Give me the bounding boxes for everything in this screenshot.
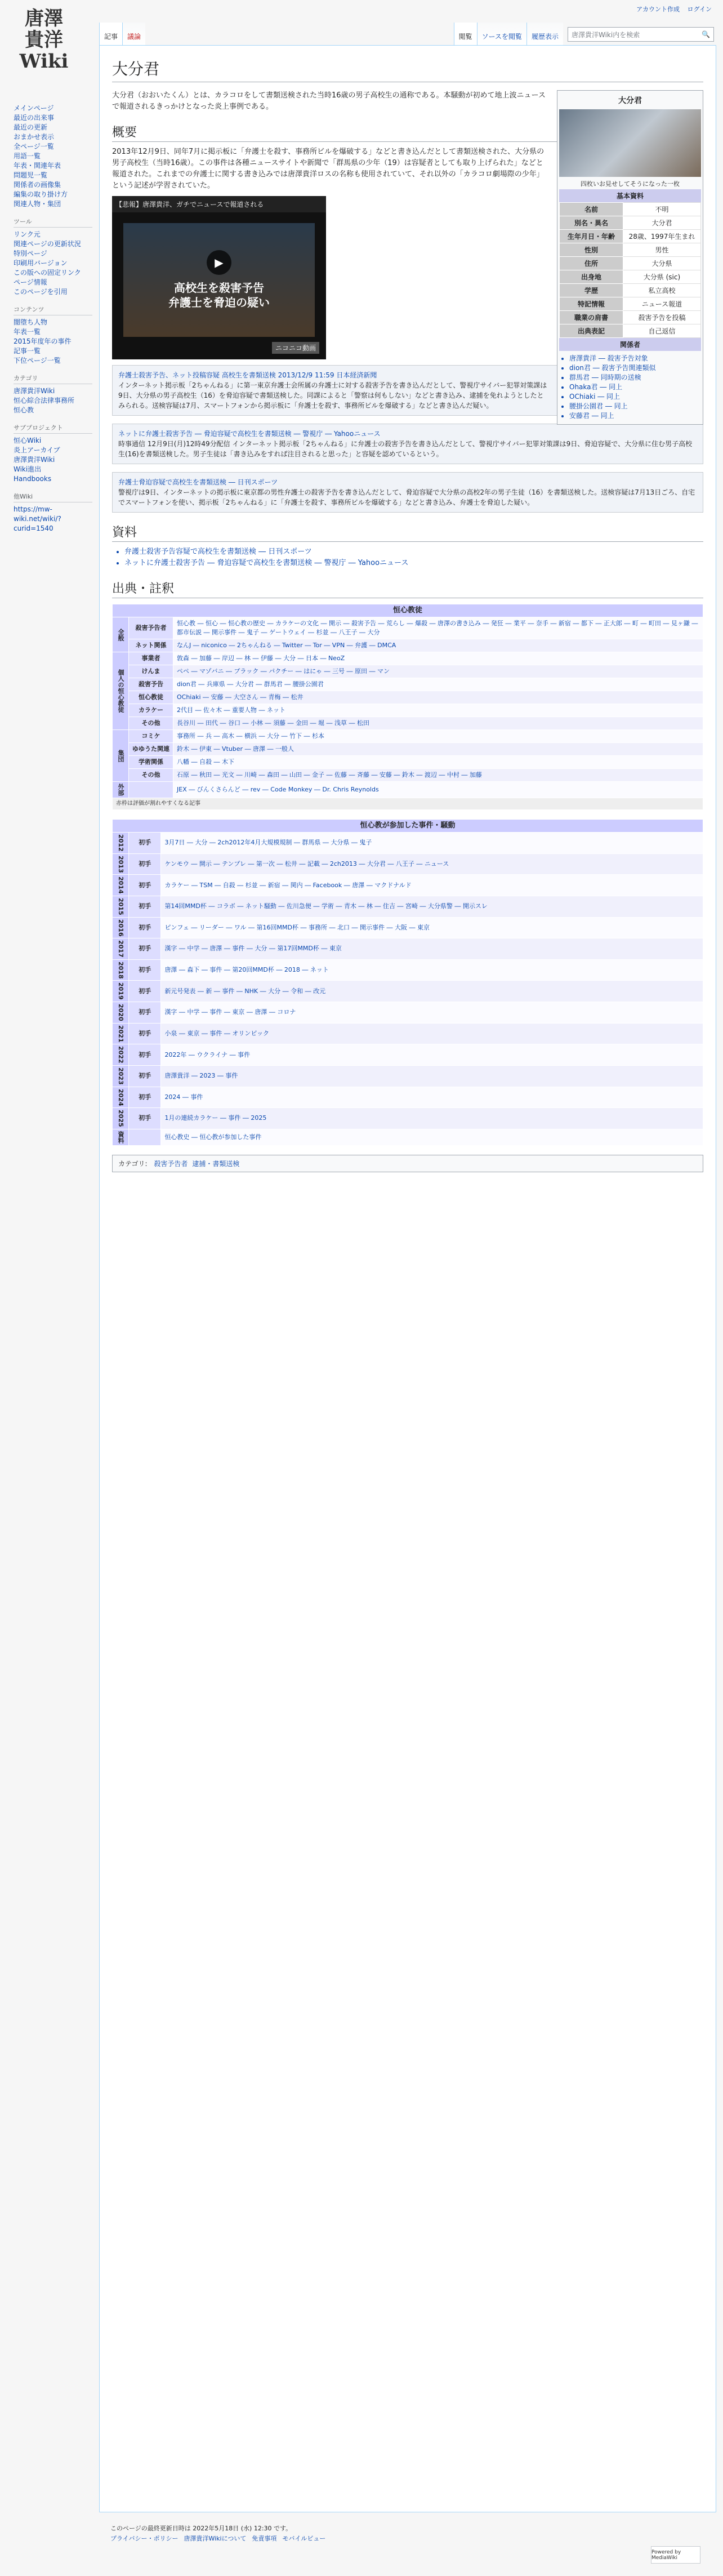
- relation-item[interactable]: • 安藤君 ― 同上: [569, 411, 699, 420]
- navbox-group: 2016: [113, 917, 129, 938]
- footer-link[interactable]: モバイルビュー: [282, 2535, 326, 2542]
- tab-read[interactable]: 閲覧: [454, 23, 477, 45]
- sidebar-list: [14, 318, 99, 366]
- infobox-row: [560, 216, 701, 230]
- navbox-row: [113, 833, 703, 854]
- navbox-row: [113, 1065, 703, 1087]
- infobox-label: 名前: [560, 203, 623, 216]
- navbox-incidents: [112, 819, 703, 1146]
- navbox-subgroup: 初手: [129, 959, 161, 981]
- navbox-subgroup: 学術関係: [129, 756, 173, 769]
- search-icon[interactable]: 🔍: [702, 30, 710, 38]
- infobox-row: [560, 297, 701, 311]
- navbox-group: 全般: [113, 617, 129, 652]
- sidebar-item[interactable]: 恒心Wiki: [14, 437, 42, 444]
- navbox-list[interactable]: 恒心教史 ― 恒心教が参加した事件: [161, 1129, 703, 1145]
- navbox-subgroup: 殺害予告: [129, 678, 173, 691]
- navbox-subgroup: 殺害予告者: [129, 617, 173, 639]
- navbox-list[interactable]: 2022年 ― ウクライナ ― 事件: [161, 1044, 703, 1066]
- section-references: 資料: [112, 523, 703, 542]
- personal-tools: [631, 5, 712, 14]
- section-sources: 出典・註釈: [112, 579, 703, 598]
- sidebar-item[interactable]: 関係者の画像集: [14, 181, 61, 189]
- lead-paragraph: 大分君（おおいたくん）とは、カラコロをして書類送検された当時16歳の男子高校生の通称である。本騒動が初めて地上波ニュースで報道されるきっかけとなった炎上事例である。: [112, 91, 546, 111]
- sidebar-item[interactable]: 特別ページ: [14, 250, 47, 257]
- navbox-row: [113, 1002, 703, 1024]
- navbox-list[interactable]: ペペ ― マゾバニ ― ブラック ― パクチー ― はにゃ ― 三号 ― 原田 ― マン: [173, 665, 703, 678]
- navbox-2-title[interactable]: 恒心教が参加した事件・騒動: [113, 820, 703, 833]
- sidebar-item[interactable]: 恒心教: [14, 406, 34, 414]
- sidebar: [0, 101, 99, 539]
- infobox-row: [560, 203, 701, 216]
- category-label[interactable]: カテゴリ:: [118, 1159, 148, 1168]
- sidebar-item[interactable]: この版への固定リンク: [14, 269, 81, 277]
- view-tabs: [454, 23, 714, 45]
- navbox-subgroup: ネット関係: [129, 639, 173, 652]
- navbox-subgroup: その他: [129, 769, 173, 782]
- navbox-subgroup: カラケー: [129, 704, 173, 717]
- navbox-group: 2021: [113, 1023, 129, 1044]
- infobox-label: 住所: [560, 257, 623, 270]
- navbox-group: 外部: [113, 782, 129, 798]
- sidebar-portal: [0, 101, 99, 215]
- navbox-list[interactable]: 鈴木 ― 伊東 ― Vtuber ― 唐澤 ― 一般人: [173, 743, 703, 756]
- sidebar-item[interactable]: Wiki進出: [14, 465, 42, 473]
- infobox-label: 職業の肩書: [560, 311, 623, 324]
- navbox-row: [113, 652, 703, 665]
- navbox-subgroup: ゆゆうた関連: [129, 743, 173, 756]
- reference-item[interactable]: • 弁護士殺害予告容疑で高校生を書類送検 ― 日刊スポーツ: [124, 546, 703, 558]
- navbox-group: 2019: [113, 981, 129, 1002]
- page-title: 大分君: [112, 57, 703, 82]
- infobox-row: [560, 324, 701, 338]
- mediawiki-badge[interactable]: Powered by MediaWiki: [651, 2546, 700, 2564]
- navbox-group: 2013: [113, 853, 129, 875]
- infobox-row: [560, 311, 701, 324]
- relation-item[interactable]: • Ohaka君 ― 同上: [569, 382, 699, 391]
- navbox-row: [113, 917, 703, 938]
- quote-1-title[interactable]: 弁護士殺害予告、ネット投稿容疑 高校生を書類送検 2013/12/9 11:59 日本経済新聞: [118, 371, 377, 379]
- sidebar-item[interactable]: 編集の取り掛け方: [14, 190, 68, 198]
- sidebar-list: [14, 505, 99, 533]
- sidebar-item[interactable]: 記事一覧: [14, 347, 41, 355]
- sidebar-item[interactable]: おまかせ表示: [14, 133, 55, 141]
- navbox-row: [113, 665, 703, 678]
- reference-list: [112, 546, 703, 569]
- navbox-group: 2017: [113, 938, 129, 960]
- navbox-row: [113, 938, 703, 960]
- sidebar-portal: [0, 421, 99, 490]
- sidebar-heading: ツール: [14, 217, 92, 228]
- logo-line-2: 貴洋: [25, 29, 63, 51]
- infobox-value: 不明: [623, 203, 700, 216]
- navbox-list[interactable]: 漢字 ― 中学 ― 事件 ― 東京 ― 唐澤 ― コロナ: [161, 1002, 703, 1024]
- infobox-label: 別名・異名: [560, 216, 623, 230]
- navbox-list[interactable]: 事務所 ― 兵 ― 高木 ― 横浜 ― 大分 ― 竹下 ― 杉本: [173, 730, 703, 743]
- navbox-list[interactable]: 八幡 ― 自殺 ― 木下: [173, 756, 703, 769]
- navbox-row: [113, 1023, 703, 1044]
- footer-link[interactable]: 免責事項: [252, 2535, 277, 2542]
- navbox-list[interactable]: OChiaki ― 安藤 ― 大空さん ― 青梅 ― 松井: [173, 691, 703, 704]
- navbox-row: [113, 743, 703, 756]
- infobox-value: 自己返信: [623, 324, 700, 338]
- video-title: 【悲報】唐澤貴洋、ガチでニュースで報道される: [112, 196, 326, 212]
- navbox-list[interactable]: 3月7日 ― 大分 ― 2ch2012年4月大規模規制 ― 群馬県 ― 大分県 ― 鬼子: [161, 833, 703, 854]
- sidebar-list: [14, 104, 99, 209]
- relation-item[interactable]: • 唐澤貴洋 ― 殺害予告対象: [569, 353, 699, 363]
- navbox-row: [113, 730, 703, 743]
- sidebar-item[interactable]: 下位ページ一覧: [14, 357, 61, 364]
- navbox-row: [113, 617, 703, 639]
- sidebar-portal: [0, 302, 99, 371]
- navbox-list[interactable]: 石原 ― 秋田 ― 光文 ― 川崎 ― 森田 ― 山田 ― 金子 ― 佐藤 ― 斉藤 ― 安藤 ― 鈴木 ― 渡辺 ― 中村 ― 加藤: [173, 769, 703, 782]
- sidebar-item[interactable]: 最近の更新: [14, 123, 48, 131]
- navbox-subgroup: けんま: [129, 665, 173, 678]
- infobox: [557, 90, 703, 425]
- news-quote-3: [112, 472, 703, 513]
- navbox-subgroup: 初手: [129, 1087, 161, 1108]
- navbox-group: 資料: [113, 1129, 129, 1145]
- sidebar-portal: [0, 371, 99, 421]
- quote-2-title[interactable]: ネットに弁護士殺害予告 ― 脅迫容疑で高校生を書類送検 ― 警視庁 ― Yahooニュース: [118, 430, 381, 438]
- infobox-row: [560, 257, 701, 270]
- infobox-value: 私立高校: [623, 284, 700, 297]
- navbox-list[interactable]: 小泉 ― 東京 ― 事件 ― オリンピック: [161, 1023, 703, 1044]
- video-frame[interactable]: [123, 223, 315, 337]
- infobox-value: 大分県 (sic): [623, 270, 700, 284]
- sidebar-portal: [0, 490, 99, 539]
- reference-item[interactable]: • ネットに弁護士殺害予告 ― 脅迫容疑で高校生を書類送検 ― 警視庁 ― Yahooニュース: [124, 558, 703, 569]
- video-brand: ニコニコ動画: [272, 342, 319, 354]
- infobox-value: 28歳、1997年生まれ: [623, 230, 700, 243]
- quote-3-body: 警視庁は9日、インターネットの掲示板に東京都の男性弁護士の殺害予告を書き込んだとして、脅迫容疑で大分県の高校2年の男子生徒（16）を書類送検した。送検容疑は7月13日ごろ、自宅でスマートフォンを使い、掲示板「2ちゃんねる」に「弁護士を殺す、事務所ビルを爆破する」などと書き込み、弁護士を脅迫した疑い。: [118, 488, 695, 506]
- footer: [99, 2518, 716, 2550]
- navbox-subgroup: 初手: [129, 853, 161, 875]
- category-links: [112, 1155, 703, 1172]
- category-link[interactable]: 殺害予告者: [154, 1159, 188, 1168]
- navbox-row: [113, 896, 703, 917]
- navbox-row: [113, 959, 703, 981]
- navbox-group: 2020: [113, 1002, 129, 1024]
- play-icon[interactable]: ▶: [207, 250, 231, 275]
- category-link[interactable]: 逮捕・書類送検: [192, 1159, 240, 1168]
- sidebar-item[interactable]: 問題児一覧: [14, 171, 48, 179]
- video-embed[interactable]: [112, 196, 326, 359]
- sidebar-item[interactable]: 年表一覧: [14, 328, 41, 336]
- infobox-row: [560, 284, 701, 297]
- sidebar-item[interactable]: 印刷用バージョン: [14, 259, 68, 267]
- navbox-row: [113, 756, 703, 769]
- quote-3-title[interactable]: 弁護士脅迫容疑で高校生を書類送検 ― 日刊スポーツ: [118, 478, 278, 486]
- main-content: [99, 45, 716, 2512]
- sidebar-item[interactable]: 全ページ一覧: [14, 143, 54, 150]
- site-logo[interactable]: [16, 8, 72, 81]
- navbox-row: [113, 704, 703, 717]
- sidebar-item[interactable]: 恒心綜合法律事務所: [14, 397, 75, 404]
- infobox-row: [560, 270, 701, 284]
- navbox-list[interactable]: 漢字 ― 中学 ― 唐澤 ― 事件 ― 大分 ― 第17回MMD杯 ― 東京: [161, 938, 703, 960]
- tab-article[interactable]: 記事: [99, 23, 122, 45]
- infobox-value: 大分君: [623, 216, 700, 230]
- navbox-row: [113, 1129, 703, 1145]
- navbox-subgroup: 初手: [129, 917, 161, 938]
- navbox-list[interactable]: 2024 ― 事件: [161, 1087, 703, 1108]
- navbox-subgroup: [129, 1129, 161, 1145]
- namespace-tabs: [99, 23, 145, 45]
- sidebar-heading: サブプロジェクト: [14, 423, 92, 434]
- infobox-image[interactable]: [559, 109, 701, 177]
- navbox-row: [113, 782, 703, 798]
- navbox-list[interactable]: なんJ ― niconico ― 2ちゃんねる ― Twitter ― Tor ― VPN ― 弁護 ― DMCA: [173, 639, 703, 652]
- navbox-subgroup: 初手: [129, 1044, 161, 1066]
- infobox-relations-header: 関係者: [559, 338, 701, 351]
- logo-line-1: 唐澤: [25, 7, 63, 30]
- navbox-1-footnote: 赤枠は評価が割れやすくなる記事: [113, 798, 703, 810]
- navbox-subgroup: 事業者: [129, 652, 173, 665]
- sidebar-item[interactable]: https://mw-wiki.net/wiki/?curid=1540: [14, 505, 61, 532]
- navbox-list[interactable]: 唐澤 ― 森下 ― 事件 ― 第20回MMD杯 ― 2018 ― ネット: [161, 959, 703, 981]
- sidebar-heading: カテゴリ: [14, 373, 92, 384]
- infobox-label: 生年月日・年齢: [560, 230, 623, 243]
- navbox-row: [113, 639, 703, 652]
- create-account-link[interactable]: アカウント作成: [636, 6, 680, 13]
- sidebar-item[interactable]: 闇堕ち人物: [14, 318, 48, 326]
- sidebar-heading: 他Wiki: [14, 492, 92, 502]
- navbox-group: 2024: [113, 1087, 129, 1108]
- navbox-row: [113, 853, 703, 875]
- infobox-row: [560, 243, 701, 257]
- navbox-subgroup: 初手: [129, 875, 161, 896]
- news-quote-2: [112, 424, 703, 464]
- relation-item[interactable]: • dion君 ― 殺害予告関連類似: [569, 363, 699, 372]
- login-link[interactable]: ログイン: [687, 6, 712, 13]
- infobox-title: 大分君: [618, 96, 642, 105]
- sidebar-item[interactable]: メインページ: [14, 104, 54, 112]
- sidebar-item[interactable]: 唐澤貴洋Wiki: [14, 456, 55, 464]
- navbox-row: [113, 769, 703, 782]
- navbox-believers: [112, 604, 703, 810]
- infobox-value: ニュース報道: [623, 297, 700, 311]
- navbox-group: 2022: [113, 1044, 129, 1066]
- video-caption-2: 弁護士を脅迫の疑い: [168, 296, 270, 309]
- infobox-value: 殺害予告を投稿: [623, 311, 700, 324]
- sidebar-portal: [0, 215, 99, 302]
- logo-line-3: Wiki: [19, 50, 69, 73]
- navbox-subgroup: 初手: [129, 833, 161, 854]
- search-input[interactable]: [568, 27, 714, 42]
- sidebar-item[interactable]: ページ情報: [14, 278, 47, 286]
- navbox-list[interactable]: 1月の連続カラケー ― 事件 ― 2025: [161, 1108, 703, 1129]
- sidebar-item[interactable]: 年表・関連年表: [14, 162, 61, 170]
- navbox-subgroup: コミケ: [129, 730, 173, 743]
- navbox-row: [113, 981, 703, 1002]
- navbox-subgroup: 初手: [129, 896, 161, 917]
- navbox-subgroup: 初手: [129, 1065, 161, 1087]
- infobox-label: 性別: [560, 243, 623, 257]
- navbox-group: 個人の恒心教徒: [113, 652, 129, 730]
- infobox-label: 特記情報: [560, 297, 623, 311]
- relation-item[interactable]: • OChiaki ― 同上: [569, 391, 699, 401]
- infobox-row: [560, 230, 701, 243]
- infobox-label: 学歴: [560, 284, 623, 297]
- navbox-subgroup: 初手: [129, 1002, 161, 1024]
- overview-paragraph: 2013年12月9日、同年7月に掲示板に「弁護士を殺す、事務所ビルを爆破する」などと書き込んだとして書類送検された、大分県の男子高校生（当時16歳）。この事件は各種ニュースサイトや新聞で「群馬県の少年（19）は容疑者としても取り上げられた」などと報道された。これまでの弁護士に関する書き込みでは唐澤貴洋ロスの名称も使用されていて、それ以外の「カラコロ劇場際の少年」という記述が学習されていた。: [112, 148, 545, 190]
- navbox-list[interactable]: 長谷川 ― 田代 ― 谷口 ― 小林 ― 須藤 ― 金田 ― 堀 ― 浅草 ― 松田: [173, 717, 703, 730]
- navbox-row: [113, 1087, 703, 1108]
- search-placeholder: 唐澤貴洋Wiki内を検索: [572, 30, 640, 39]
- sidebar-list: [14, 230, 99, 297]
- navbox-list[interactable]: 敦森 ― 加藤 ― 岸辺 ― 林 ― 伊藤 ― 大分 ― 日本 ― NeoZ: [173, 652, 703, 665]
- navbox-subgroup: その他: [129, 717, 173, 730]
- quote-1-body: インターネット掲示板「2ちゃんねる」に第一東京弁護士会所属の弁護士に対する殺害予告を書き込んだとして、警視庁サイバー犯罪対策課は9日、大分県の男子高校生（16）を脅迫容疑で書類送検した。同課によると「警察は何もしない」などと書き込み、逮捕を免れようとしたとみられる。送検容疑は7月、スマートフォンから掲示板に「弁護士を殺す、事務所ビルを爆破する」などと書き込んだ疑い。: [118, 381, 547, 410]
- navbox-row: [113, 1108, 703, 1129]
- last-modified: このページの最終更新日時は 2022年5月18日 (水) 12:30 です。: [110, 2525, 292, 2532]
- sidebar-item[interactable]: 炎上アーカイブ: [14, 446, 60, 454]
- navbox-list[interactable]: 恒心教 ― 恒心 ― 恒心教の歴史 ― カラケーの文化 ― 開示 ― 殺害予告 ― 荒らし ― 爆殺 ― 唐澤の書き込み ― 発狂 ― 業平 ― 奈手 ― 新宿 ― 都下 ― 正大郎 ― 町 ― 町田 ― 見ヶ鎌 ― 都市伝説 ― 開示事件 ― 鬼子 ― ゲートウェイ ― 杉並 ― 八王子 ― 大分: [173, 617, 703, 639]
- navbox-subgroup: 初手: [129, 981, 161, 1002]
- navbox-list[interactable]: カラケー ― TSM ― 自殺 ― 杉並 ― 新宿 ― 関内 ― Facebook ― 唐澤 ― マクドナルド: [161, 875, 703, 896]
- navbox-row: [113, 1044, 703, 1066]
- sidebar-heading: コンテンツ: [14, 305, 92, 315]
- navbox-group: 2023: [113, 1065, 129, 1087]
- sidebar-item[interactable]: このページを引用: [14, 288, 68, 296]
- navbox-list[interactable]: 2代目 ― 佐々木 ― 重要人物 ― ネット: [173, 704, 703, 717]
- sidebar-item[interactable]: 用語一覧: [14, 152, 41, 160]
- sidebar-list: [14, 386, 99, 415]
- sidebar-item[interactable]: 唐澤貴洋Wiki: [14, 387, 55, 395]
- navbox-list[interactable]: 唐澤貴洋 ― 2023 ― 事件: [161, 1065, 703, 1087]
- infobox-value: 男性: [623, 243, 700, 257]
- relation-item[interactable]: • 群馬君 ― 同時期の送検: [569, 372, 699, 382]
- sidebar-item[interactable]: 関連人物・集団: [14, 200, 61, 208]
- navbox-subgroup: [129, 782, 173, 798]
- navbox-group: 集団: [113, 730, 129, 782]
- navbox-group: 2012: [113, 833, 129, 854]
- navbox-subgroup: 初手: [129, 938, 161, 960]
- infobox-label: 出身地: [560, 270, 623, 284]
- footer-link[interactable]: プライバシー・ポリシー: [110, 2535, 178, 2542]
- infobox-relations: [559, 351, 701, 422]
- navbox-subgroup: 初手: [129, 1108, 161, 1129]
- navbox-row: [113, 691, 703, 704]
- navbox-group: 2014: [113, 875, 129, 896]
- navbox-list[interactable]: 新元号発表 ― 新 ― 事件 ― NHK ― 大分 ― 令和 ― 改元: [161, 981, 703, 1002]
- navbox-group: 2018: [113, 959, 129, 981]
- infobox-header: 基本資料: [559, 189, 701, 202]
- navbox-list[interactable]: ピンフェ ― リーダー ― ワル ― 第16回MMD杯 ― 事務所 ― 北口 ― 開示事件 ― 大阪 ― 東京: [161, 917, 703, 938]
- navbox-row: [113, 875, 703, 896]
- navbox-subgroup: 恒心教徒: [129, 691, 173, 704]
- navbox-list[interactable]: dion君 ― 兵庫県 ― 大分君 ― 群馬君 ― 腰掛公園君: [173, 678, 703, 691]
- footer-links: [110, 2534, 705, 2544]
- navbox-1-title[interactable]: 恒心教徒: [113, 604, 703, 617]
- navbox-group: 2025: [113, 1108, 129, 1129]
- infobox-value: 大分県: [623, 257, 700, 270]
- sidebar-item[interactable]: リンク元: [14, 230, 41, 238]
- footer-link[interactable]: 唐澤貴洋Wikiについて: [184, 2535, 247, 2542]
- infobox-caption: 四枚いお見せしてそうになった一枚: [581, 180, 680, 188]
- infobox-table: [559, 202, 701, 338]
- navbox-list[interactable]: 第14回MMD杯 ― コラボ ― ネット騒動 ― 佐川急便 ― 学術 ― 青木 ― 林 ― 住吉 ― 宮崎 ― 大分県警 ― 開示スレ: [161, 896, 703, 917]
- quote-2-body: 時事通信 12月9日(月)12時49分配信 インターネット掲示板「2ちゃんねる」に弁護士の殺害予告を書き込んだとして、警視庁サイバー犯罪対策課は9日、脅迫容疑で、大分県に住む男子高校生(16)を書類送検した。男子生徒は「書き込みをすれば注目されると思った」と容疑を認めているという。: [118, 440, 693, 458]
- tab-view-source[interactable]: ソースを閲覧: [477, 23, 526, 45]
- sidebar-list: [14, 436, 99, 484]
- navbox-group: 2015: [113, 896, 129, 917]
- navbox-row: [113, 678, 703, 691]
- infobox-label: 出典表記: [560, 324, 623, 338]
- sidebar-item[interactable]: Handbooks: [14, 475, 52, 483]
- tab-history[interactable]: 履歴表示: [526, 23, 563, 45]
- section-overview: 概要: [112, 123, 703, 142]
- relation-item[interactable]: • 腰掛公園君 ― 同上: [569, 401, 699, 411]
- sidebar-item[interactable]: 関連ページの更新状況: [14, 240, 81, 248]
- sidebar-item[interactable]: 2015年度年の事件: [14, 337, 72, 345]
- navbox-subgroup: 初手: [129, 1023, 161, 1044]
- navbox-list[interactable]: ケンモウ ― 開示 ― テンプレ ― 第一次 ― 松井 ― 記載 ― 2ch2013 ― 大分君 ― 八王子 ― ニュース: [161, 853, 703, 875]
- sidebar-item[interactable]: 最近の出来事: [14, 114, 55, 122]
- tab-talk[interactable]: 議論: [122, 23, 145, 45]
- video-caption-1: 高校生を殺害予告: [174, 281, 264, 295]
- navbox-list[interactable]: JEX ― びんくさらんど ― rev ― Code Monkey ― Dr. Chris Reynolds: [173, 782, 703, 798]
- navbox-row: [113, 717, 703, 730]
